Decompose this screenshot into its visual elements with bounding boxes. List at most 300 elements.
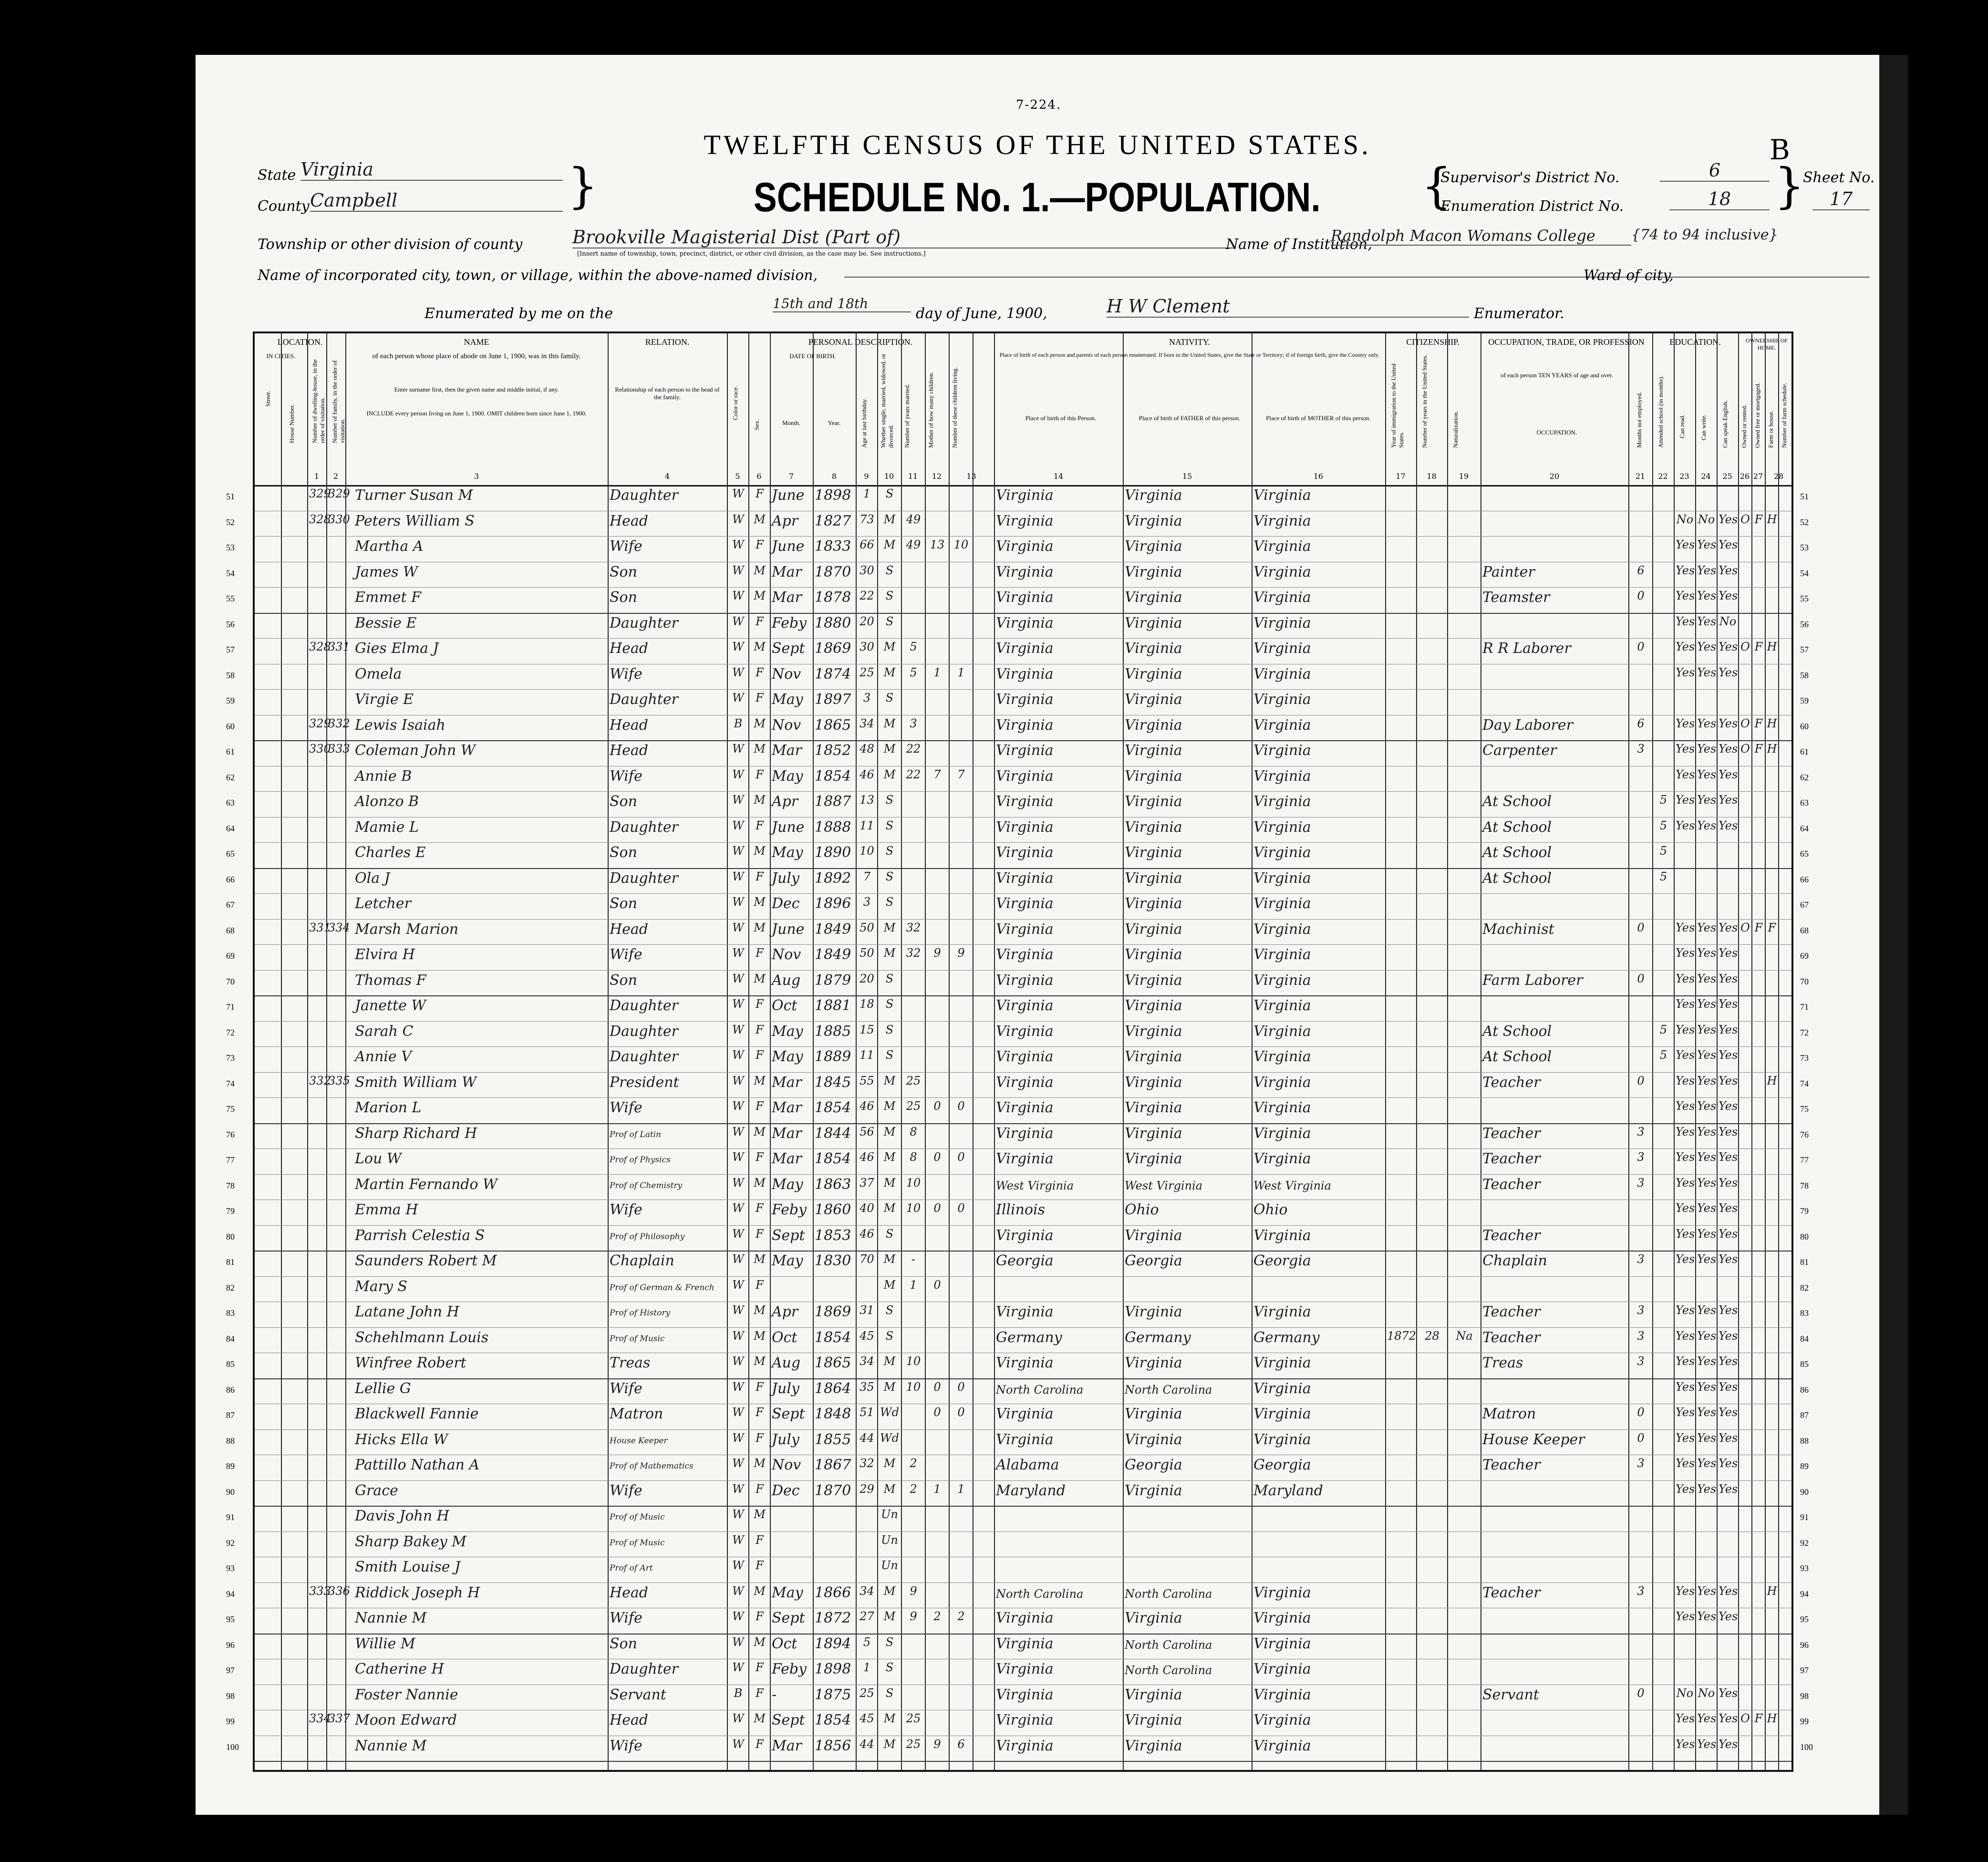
cell-rel: Son <box>610 972 637 989</box>
cell-bp: Virginia <box>996 1661 1054 1677</box>
table-row <box>226 1506 1809 1532</box>
cell-bm: Virginia <box>1253 1406 1311 1422</box>
cell-cl: 6 <box>957 1737 965 1751</box>
cell-bf: West Virginia <box>1125 1179 1203 1192</box>
cell-mar: M <box>883 1099 896 1113</box>
cell-month: May <box>772 767 803 785</box>
cell-bp: Virginia <box>996 487 1054 504</box>
cell-mar: S <box>885 1303 894 1317</box>
cell-rel: Wife <box>610 538 642 555</box>
cell-age: 25 <box>859 665 874 679</box>
cell-name: Hicks Ella W <box>355 1431 448 1448</box>
cell-color: W <box>732 691 744 704</box>
cell-sch: 5 <box>1659 818 1667 832</box>
cell-name: Sarah C <box>355 1023 414 1040</box>
cell-rd: Yes <box>1676 1201 1695 1215</box>
cell-year: 1855 <box>815 1431 851 1448</box>
cell-month: May <box>772 844 803 861</box>
cell-wr: Yes <box>1697 1048 1717 1062</box>
cell-month: Dec <box>772 895 800 912</box>
cell-age: 11 <box>859 818 874 832</box>
cell-bf: Virginia <box>1125 1610 1182 1626</box>
cell-fh: H <box>1767 716 1777 730</box>
cell-name: Janette W <box>355 997 426 1014</box>
cell-mar: S <box>885 1227 894 1241</box>
cell-rd: Yes <box>1676 640 1695 653</box>
cell-mar: M <box>883 1380 896 1394</box>
cell-color: W <box>732 1278 744 1292</box>
cell-rd: Yes <box>1676 1048 1695 1062</box>
cell-wr: Yes <box>1697 640 1717 653</box>
township-value: Brookville Magisterial Dist (Part of) <box>572 227 1235 248</box>
cell-rd: Yes <box>1676 946 1695 960</box>
cell-bf: Virginia <box>1125 793 1182 810</box>
cell-mar: M <box>883 640 896 653</box>
cell-sp: Yes <box>1719 1176 1738 1190</box>
cell-sex: F <box>756 1482 764 1496</box>
cell-bm: Virginia <box>1253 1074 1311 1091</box>
cell-name: Moon Edward <box>355 1712 457 1728</box>
line-number: 56 <box>226 619 235 629</box>
cell-fh: H <box>1767 1074 1777 1087</box>
cell-sex: M <box>754 512 766 526</box>
cell-bf: Virginia <box>1125 1431 1182 1448</box>
cell-month: Sept <box>772 1227 805 1244</box>
cell-bf: Ohio <box>1125 1201 1159 1218</box>
cell-rd: Yes <box>1676 1737 1695 1751</box>
cell-name: Ola J <box>355 869 390 887</box>
cell-bf: Virginia <box>1125 844 1182 861</box>
cell-bf: North Carolina <box>1125 1664 1212 1677</box>
table-header <box>255 333 1791 486</box>
cell-rel: Head <box>610 716 649 734</box>
cell-sex: M <box>754 1712 766 1725</box>
cell-year: 1879 <box>815 972 851 989</box>
cell-color: W <box>732 1737 744 1751</box>
cell-rel: Daughter <box>610 614 678 631</box>
cell-bf: Virginia <box>1125 972 1182 989</box>
line-number: 67 <box>226 900 235 910</box>
cell-mar: M <box>883 1737 896 1751</box>
cell-rel: Daughter <box>610 818 678 836</box>
cell-age: 46 <box>859 1150 874 1164</box>
cell-name: Annie V <box>355 1048 412 1065</box>
cell-age: 18 <box>859 997 874 1011</box>
cell-month: June <box>772 818 805 836</box>
line-number-right: 80 <box>1800 1231 1809 1241</box>
table-row <box>226 1123 1809 1149</box>
cell-bp: Virginia <box>996 1150 1054 1167</box>
cell-mu: 3 <box>1637 1176 1645 1190</box>
cell-sex: M <box>754 1125 766 1138</box>
cell-name: Davis John H <box>355 1508 449 1524</box>
col-age: Age at last birthday. <box>860 398 868 448</box>
cell-wr: Yes <box>1697 997 1717 1011</box>
cell-color: W <box>732 1023 744 1036</box>
line-number: 96 <box>226 1640 235 1650</box>
cell-bf: Virginia <box>1125 1099 1182 1116</box>
cell-year: 1866 <box>815 1584 851 1601</box>
relation-desc: Relationship of each person to the head of the family. <box>615 386 720 401</box>
col-years-us: Number of years in the United States. <box>1421 354 1428 448</box>
cell-own: O <box>1740 512 1750 526</box>
group-education: EDUCATION. <box>1669 337 1721 347</box>
table-row <box>226 536 1809 562</box>
cell-bp: Virginia <box>996 1610 1054 1626</box>
cell-mu: 0 <box>1637 589 1645 602</box>
group-personal: PERSONAL DESCRIPTION. <box>808 337 913 347</box>
col-months-unemployed: Months not employed. <box>1636 392 1643 448</box>
cell-ym: 3 <box>910 716 917 730</box>
cell-dw: 331 <box>309 921 331 934</box>
cell-month: May <box>772 1584 803 1601</box>
cell-occ: Machinist <box>1482 921 1554 938</box>
cell-year: 1833 <box>815 538 851 555</box>
cell-mar: M <box>883 1278 896 1292</box>
cell-rd: Yes <box>1676 665 1695 679</box>
cell-bm: Maryland <box>1253 1482 1323 1499</box>
cell-sp: Yes <box>1719 1406 1738 1419</box>
cell-mar: S <box>885 895 894 909</box>
cell-year: 1898 <box>815 487 851 504</box>
cell-sex: F <box>756 818 764 832</box>
cell-rel: Daughter <box>610 487 678 504</box>
occupation-desc: of each person TEN YEARS of age and over. <box>1501 372 1613 379</box>
cell-sp: Yes <box>1719 1023 1738 1036</box>
cell-ym: 9 <box>910 1584 917 1598</box>
cell-sp: Yes <box>1719 1125 1738 1138</box>
cell-name: Charles E <box>355 844 426 861</box>
cell-bp: Virginia <box>996 538 1054 555</box>
cell-rel: Son <box>610 895 637 912</box>
cell-age: 29 <box>859 1482 874 1496</box>
col-marital: Whether single, married, widowed, or divorced. <box>880 353 894 448</box>
line-number-right: 64 <box>1800 823 1809 833</box>
cell-wr: Yes <box>1697 1303 1717 1317</box>
cell-occ: Teacher <box>1482 1584 1541 1601</box>
cell-sex: M <box>754 1457 766 1470</box>
cell-sp: Yes <box>1719 1303 1738 1317</box>
cell-sex: F <box>756 1610 764 1623</box>
cell-year: 1830 <box>815 1252 851 1269</box>
cell-mar: M <box>883 1584 896 1598</box>
cell-sch: 5 <box>1659 1023 1667 1036</box>
cell-rd: Yes <box>1676 921 1695 934</box>
cell-sp: Yes <box>1719 1457 1738 1470</box>
cell-wr: Yes <box>1697 1457 1717 1470</box>
cell-sp: Yes <box>1719 1431 1738 1445</box>
cell-year: 1872 <box>815 1610 851 1626</box>
cell-fh: H <box>1767 640 1777 653</box>
line-number: 61 <box>226 747 235 756</box>
cell-ym: 22 <box>906 742 921 755</box>
cell-mar: M <box>883 716 896 730</box>
cell-color: W <box>732 997 744 1011</box>
cell-bf: Virginia <box>1125 1686 1182 1703</box>
cell-mar: M <box>883 1252 896 1266</box>
col-living: Number of these children living. <box>951 367 958 448</box>
cell-mar: S <box>885 614 894 628</box>
cell-mu: 3 <box>1637 1252 1645 1266</box>
cell-sex: M <box>754 716 766 730</box>
cell-wr: Yes <box>1697 1074 1717 1087</box>
cell-sp: Yes <box>1719 1482 1738 1496</box>
table-row <box>226 1148 1809 1175</box>
cell-mar: M <box>883 1482 896 1496</box>
cell-sex: M <box>754 1329 766 1343</box>
col-street: Street. <box>264 391 271 407</box>
cell-year: 1849 <box>815 946 851 963</box>
cell-mu: 3 <box>1637 742 1645 755</box>
table-row <box>226 613 1809 639</box>
cell-sex: F <box>756 1278 764 1292</box>
cell-name: Mary S <box>355 1278 407 1295</box>
line-number: 66 <box>226 874 235 884</box>
cell-bm: Virginia <box>1253 640 1311 657</box>
cell-ch: 2 <box>933 1610 941 1623</box>
cell-bf: Virginia <box>1125 563 1182 580</box>
cell-rel: House Keeper <box>610 1436 668 1446</box>
cell-own: O <box>1740 1712 1750 1725</box>
cell-year: 1849 <box>815 921 851 938</box>
column-number: 4 <box>664 472 670 481</box>
cell-color: W <box>732 1406 744 1419</box>
table-row <box>226 1276 1809 1303</box>
cell-wr: Yes <box>1697 1201 1717 1215</box>
cell-name: Marion L <box>355 1099 422 1116</box>
col-dob: DATE OF BIRTH. <box>789 352 836 360</box>
cell-month: June <box>772 538 805 555</box>
line-number-right: 92 <box>1800 1538 1809 1548</box>
column-number: 5 <box>735 472 740 481</box>
line-number: 82 <box>226 1283 235 1293</box>
line-number: 55 <box>226 594 235 603</box>
group-location: LOCATION. <box>277 337 323 347</box>
line-number-right: 60 <box>1800 721 1809 731</box>
cell-dw: 334 <box>309 1712 331 1725</box>
cell-bp: Illinois <box>996 1201 1046 1218</box>
cell-occ: Teacher <box>1482 1125 1541 1142</box>
cell-rel: Head <box>610 1584 649 1601</box>
cell-color: W <box>732 563 744 577</box>
cell-mar: S <box>885 844 894 858</box>
cell-rd: Yes <box>1676 767 1695 781</box>
cell-occ: Teamster <box>1482 589 1550 606</box>
cell-month: Aug <box>772 1355 801 1371</box>
table-row <box>226 1659 1809 1685</box>
cell-bm: West Virginia <box>1253 1179 1332 1192</box>
cell-month: May <box>772 1023 803 1040</box>
institution-note: {74 to 94 inclusive} <box>1631 227 1778 243</box>
cell-name: Sharp Richard H <box>355 1125 477 1142</box>
cell-mar: M <box>883 1074 896 1087</box>
cell-rd: Yes <box>1676 716 1695 730</box>
cell-occ: At School <box>1482 793 1552 810</box>
cell-mu: 6 <box>1637 563 1645 577</box>
line-number-right: 66 <box>1800 874 1809 884</box>
cell-age: 34 <box>859 1584 874 1598</box>
cell-dw: 332 <box>309 1074 331 1087</box>
cell-rd: Yes <box>1676 793 1695 807</box>
cell-age: 55 <box>859 1074 874 1087</box>
table-row <box>226 1353 1809 1379</box>
line-number: 79 <box>226 1206 235 1216</box>
cell-rd: Yes <box>1676 614 1695 628</box>
cell-year: 1854 <box>815 767 851 785</box>
cell-sex: F <box>756 1023 764 1036</box>
cell-bp: Virginia <box>996 614 1054 631</box>
line-number-right: 78 <box>1800 1180 1809 1190</box>
cell-bm: Virginia <box>1253 1380 1311 1397</box>
cell-wr: Yes <box>1697 1227 1717 1241</box>
cell-rel: Head <box>610 742 649 759</box>
group-nativity: NATIVITY. <box>1169 337 1211 347</box>
cell-name: Schehlmann Louis <box>355 1329 489 1346</box>
cell-month: - <box>772 1686 777 1703</box>
cell-age: 66 <box>859 538 874 551</box>
cell-sex: F <box>756 1380 764 1394</box>
cell-mar: Wd <box>880 1431 900 1445</box>
cell-color: W <box>732 1099 744 1113</box>
cell-fam: 337 <box>328 1712 350 1725</box>
cell-bp: Virginia <box>996 716 1054 734</box>
cell-sex: F <box>756 1406 764 1419</box>
enumerated-days: 15th and 18th <box>773 296 911 312</box>
line-number-right: 83 <box>1800 1308 1809 1318</box>
cell-bm: Virginia <box>1253 1431 1311 1448</box>
cell-age: 50 <box>859 946 874 960</box>
cell-name: Nannie M <box>355 1610 427 1626</box>
col-farm-schedule: Number of farm schedule. <box>1781 383 1788 448</box>
cell-mar: S <box>885 487 894 500</box>
census-sheet <box>196 55 1879 1815</box>
cell-bf: Virginia <box>1125 1125 1182 1142</box>
cell-bp: North Carolina <box>996 1587 1084 1601</box>
col-can-read: Can read. <box>1678 414 1686 438</box>
cell-sp: Yes <box>1719 1329 1738 1343</box>
cell-mu: 3 <box>1637 1303 1645 1317</box>
cell-sp: Yes <box>1719 538 1738 551</box>
cell-age: 27 <box>859 1610 874 1623</box>
cell-bp: Virginia <box>996 818 1054 836</box>
cell-rel: Prof of Physics <box>610 1155 671 1165</box>
cell-month: Sept <box>772 1712 805 1728</box>
cell-rel: Prof of Music <box>610 1538 665 1548</box>
column-number: 27 <box>1753 472 1763 481</box>
cell-mar: M <box>883 1125 896 1138</box>
line-number: 58 <box>226 670 235 680</box>
cell-age: 1 <box>863 1661 871 1674</box>
cell-sex: F <box>756 614 764 628</box>
name-desc: of each person whose place of abode on June 1, 1900, was in this family. <box>372 352 581 360</box>
cell-ch: 1 <box>933 1482 941 1496</box>
column-number: 2 <box>333 472 339 481</box>
cell-mu: 3 <box>1637 1125 1645 1138</box>
cell-bp: Virginia <box>996 1099 1054 1116</box>
cell-rel: Head <box>610 921 649 938</box>
cell-rd: Yes <box>1676 1457 1695 1470</box>
line-number: 70 <box>226 976 235 986</box>
cell-rd: Yes <box>1676 1329 1695 1343</box>
cell-ym: 25 <box>906 1737 921 1751</box>
cell-bf: Georgia <box>1125 1252 1182 1269</box>
column-number: 10 <box>884 472 894 481</box>
cell-age: 3 <box>863 895 871 909</box>
cell-mar: S <box>885 818 894 832</box>
cell-color: W <box>732 1125 744 1138</box>
line-number: 69 <box>226 951 235 961</box>
cell-bf: Virginia <box>1125 1048 1182 1065</box>
column-number: 1 <box>314 472 320 481</box>
cell-ch: 0 <box>933 1278 941 1292</box>
cell-sp: Yes <box>1719 1227 1738 1241</box>
cell-bf: Virginia <box>1125 818 1182 836</box>
cell-name: Alonzo B <box>355 793 419 810</box>
cell-cl: 1 <box>957 1482 965 1496</box>
cell-ym: 10 <box>906 1201 921 1215</box>
line-number: 85 <box>226 1359 235 1369</box>
cell-rel: Treas <box>610 1355 651 1371</box>
cell-bf: Virginia <box>1125 1227 1182 1244</box>
cell-fm: F <box>1754 512 1763 526</box>
cell-mar: S <box>885 793 894 807</box>
cell-sex: M <box>754 1355 766 1368</box>
cell-color: W <box>732 589 744 602</box>
cell-age: 46 <box>859 1227 874 1241</box>
cell-year: 1874 <box>815 665 851 683</box>
cell-bp: Virginia <box>996 869 1054 887</box>
cell-fam: 332 <box>328 716 350 730</box>
cell-rel: Daughter <box>610 691 678 708</box>
cell-bf: Virginia <box>1125 1150 1182 1167</box>
cell-name: Parrish Celestia S <box>355 1227 485 1244</box>
column-number: 6 <box>756 472 762 481</box>
cell-month: Feby <box>772 1201 807 1218</box>
cell-occ: Matron <box>1482 1406 1536 1422</box>
cell-rd: Yes <box>1676 1482 1695 1496</box>
col-mother-of: Mother of how many children. <box>927 372 934 448</box>
cell-name: Pattillo Nathan A <box>355 1457 480 1473</box>
cell-age: 35 <box>859 1380 874 1394</box>
line-number-right: 57 <box>1800 645 1809 654</box>
column-number: 14 <box>1053 472 1064 481</box>
cell-bf: Virginia <box>1125 538 1182 555</box>
table-row <box>226 944 1809 971</box>
cell-month: Apr <box>772 793 798 810</box>
cell-rel: Prof of Chemistry <box>610 1180 683 1190</box>
cell-bp: Virginia <box>996 742 1054 759</box>
line-number: 63 <box>226 798 235 807</box>
cell-rd: Yes <box>1676 1355 1695 1368</box>
cell-ym: 49 <box>906 512 921 526</box>
col-sex: Sex. <box>753 419 760 430</box>
cell-age: 44 <box>859 1431 874 1445</box>
cell-year: 1870 <box>815 563 851 580</box>
ward-line <box>1684 277 1870 278</box>
line-number-right: 52 <box>1800 517 1809 527</box>
column-number: 17 <box>1396 472 1406 481</box>
table-row <box>226 715 1809 742</box>
cell-ym: 22 <box>906 767 921 781</box>
line-number: 97 <box>226 1665 235 1675</box>
line-number-right: 88 <box>1800 1436 1809 1446</box>
cell-fh: F <box>1768 921 1776 934</box>
cell-age: 45 <box>859 1329 874 1343</box>
cell-wr: Yes <box>1697 946 1717 960</box>
column-number: 23 <box>1679 472 1689 481</box>
cell-year: 1881 <box>815 997 851 1014</box>
cell-ch: 0 <box>933 1380 941 1394</box>
